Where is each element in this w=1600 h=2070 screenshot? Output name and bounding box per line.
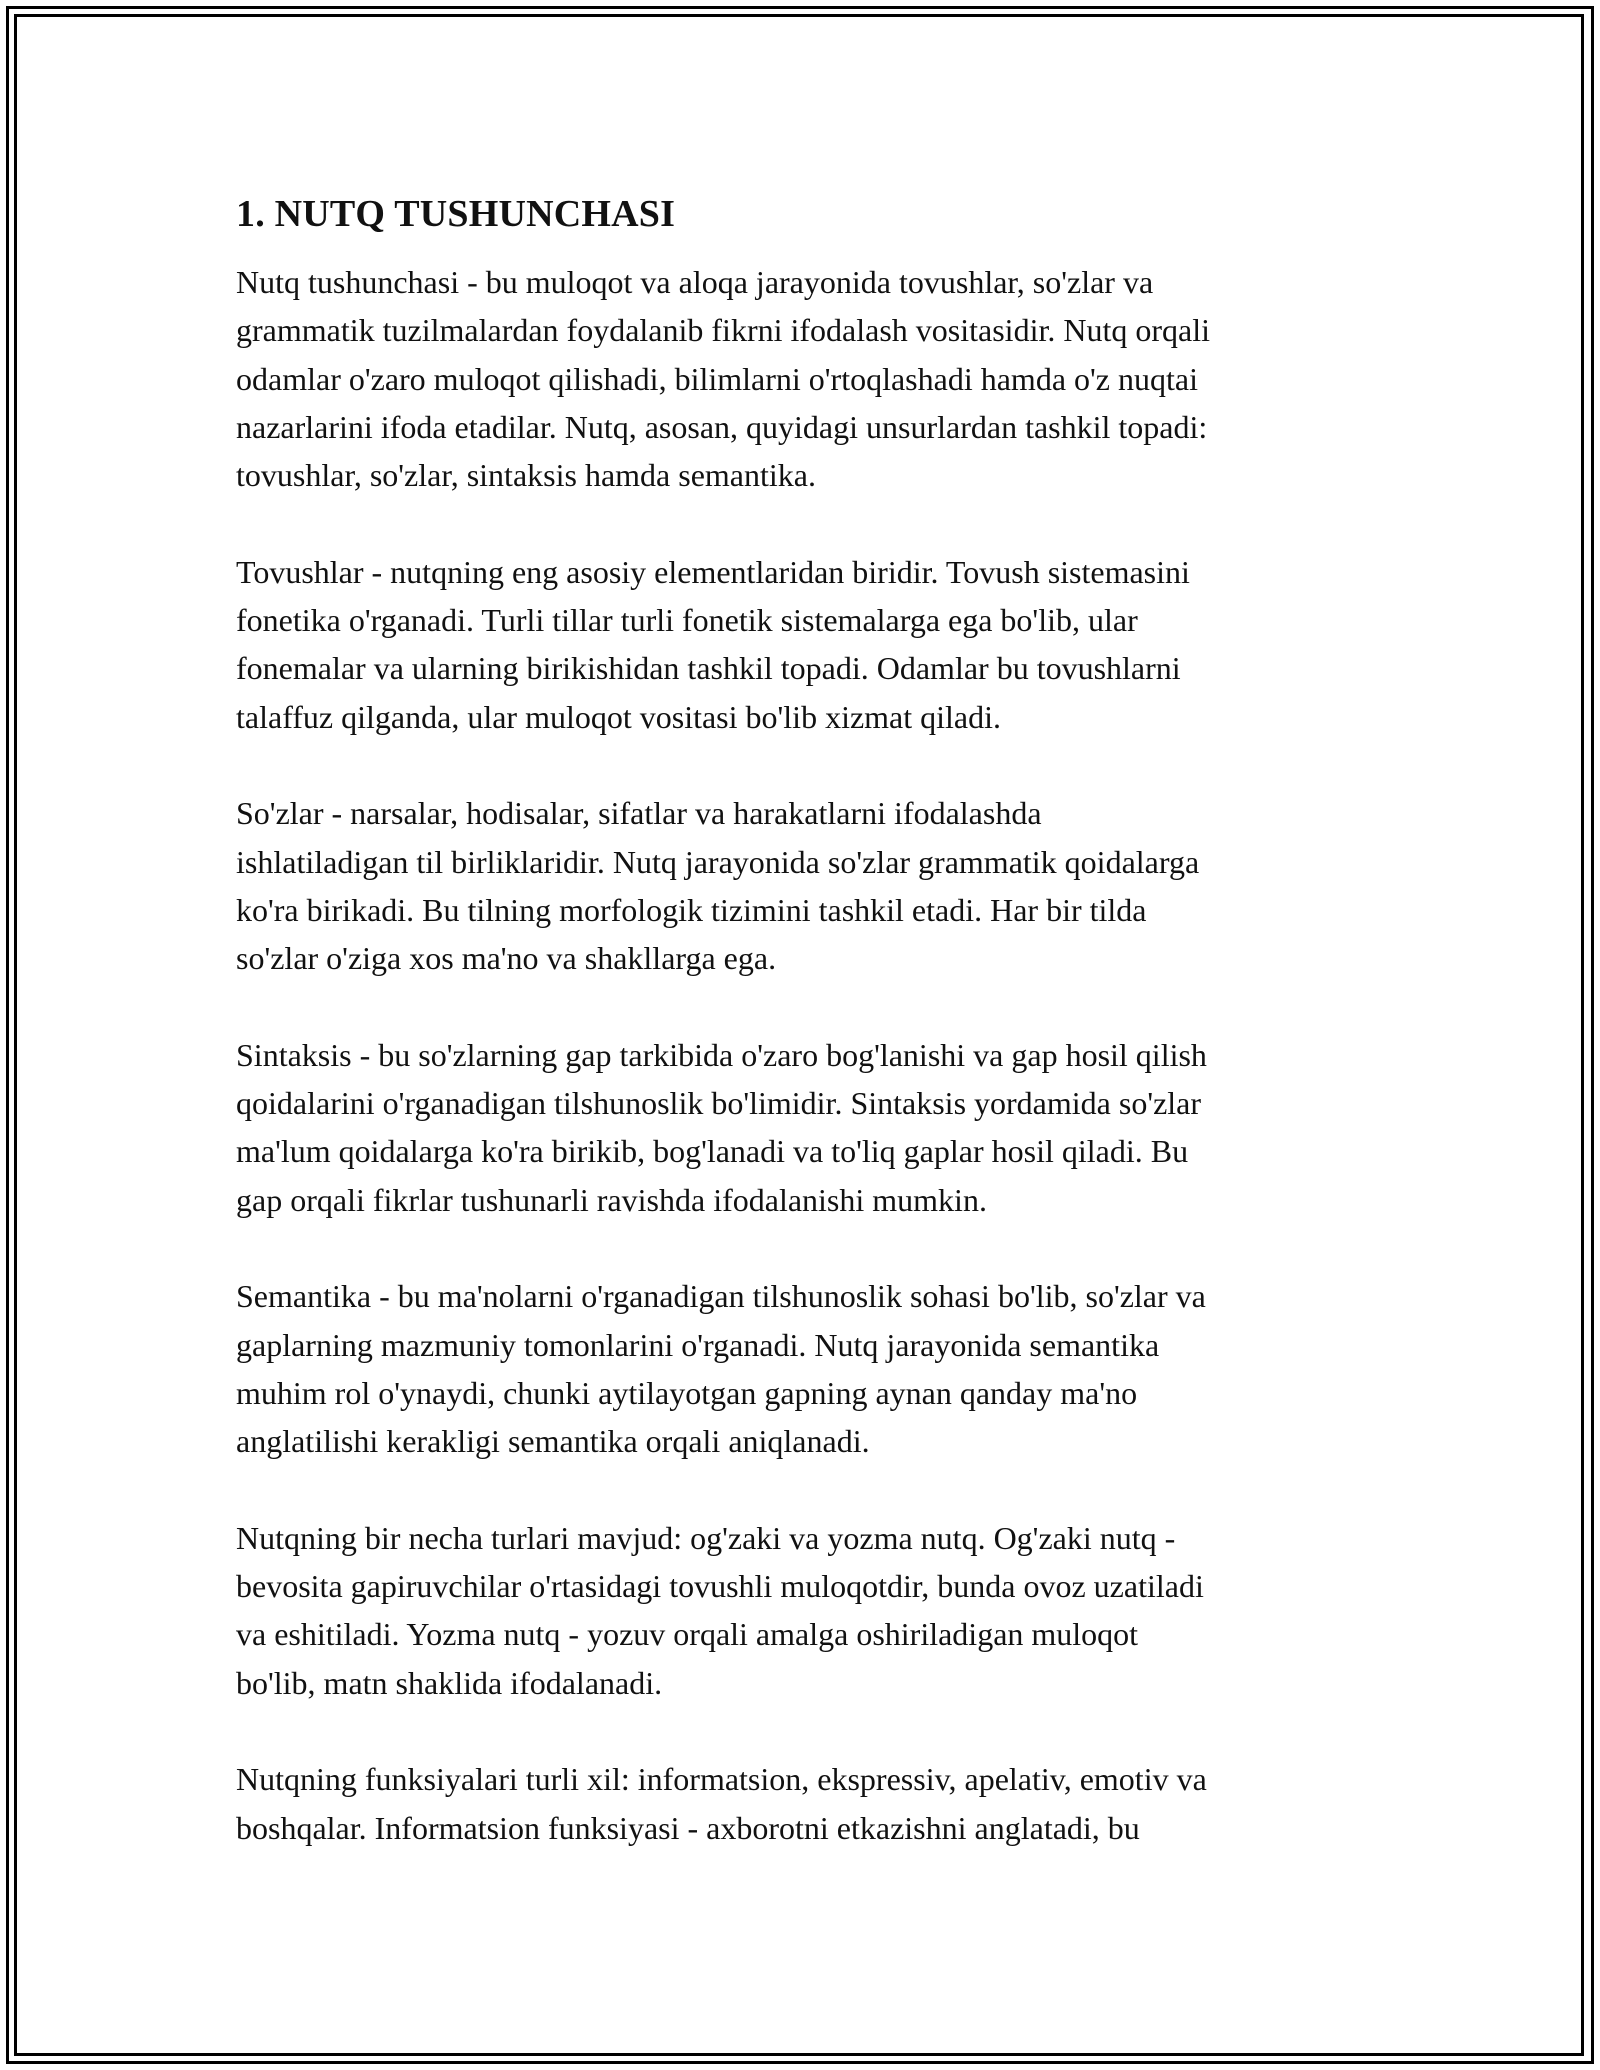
paragraph-tovushlar xyxy=(236,548,1396,741)
section-heading: 1. NUTQ TUSHUNCHASI xyxy=(236,193,676,235)
text-line: ma'lum qoidalarga ko'ra birikib, bog'lanadi va to'liq gaplar hosil qiladi. Bu xyxy=(236,1133,1189,1170)
text-line: va eshitiladi. Yozma nutq - yozuv orqali amalga oshiriladigan muloqot xyxy=(236,1616,1139,1653)
text-line: Tovushlar - nutqning eng asosiy elementlaridan biridir. Tovush sistemasini xyxy=(236,553,1190,590)
text-line: bo'lib, matn shaklida ifodalanadi. xyxy=(236,1664,663,1701)
paragraph-nutq-tushunchasi xyxy=(236,258,1396,499)
text-line: Semantika - bu ma'nolarni o'rganadigan tilshunoslik sohasi bo'lib, so'zlar va xyxy=(236,1278,1206,1315)
text-line: Nutqning funksiyalari turli xil: informatsion, ekspressiv, apelativ, emotiv va xyxy=(236,1761,1207,1798)
document-body xyxy=(236,186,1396,1900)
text-line: Nutq tushunchasi - bu muloqot va aloqa jarayonida tovushlar, so'zlar va xyxy=(236,264,1154,300)
text-line: nazarlarini ifoda etadilar. Nutq, asosan, quyidagi unsurlardan tashkil topadi: xyxy=(236,408,1208,445)
text-line: gaplarning mazmuniy tomonlarini o'rganadi. Nutq jarayonida semantika xyxy=(236,1326,1160,1363)
text-line: fonemalar va ularning birikishidan tashkil topadi. Odamlar bu tovushlarni xyxy=(236,650,1181,687)
text-line: muhim rol o'ynaydi, chunki aytilayotgan gapning aynan qanday ma'no xyxy=(236,1374,1138,1411)
text-line: bevosita gapiruvchilar o'rtasidagi tovushli muloqotdir, bunda ovoz uzatiladi xyxy=(236,1568,1204,1605)
text-line: Sintaksis - bu so'zlarning gap tarkibida o'zaro bog'lanishi va gap hosil qilish xyxy=(236,1036,1207,1073)
text-line: Nutqning bir necha turlari mavjud: og'zaki va yozma nutq. Og'zaki nutq - xyxy=(236,1519,1176,1556)
text-line: ishlatiladigan til birliklaridir. Nutq jarayonida so'zlar grammatik qoidalarga xyxy=(236,843,1200,880)
text-line: So'zlar - narsalar, hodisalar, sifatlar va harakatlarni ifodalashda xyxy=(236,795,1042,832)
paragraph-nutq-turlari xyxy=(236,1514,1396,1707)
text-line: talaffuz qilganda, ular muloqot vositasi bo'lib xizmat qiladi. xyxy=(236,698,1002,735)
paragraph-sintaksis xyxy=(236,1031,1396,1224)
text-line: grammatik tuzilmalardan foydalanib fikrni ifodalash vositasidir. Nutq orqali xyxy=(236,312,1210,349)
paragraph-semantika xyxy=(236,1272,1396,1465)
text-line: boshqalar. Informatsion funksiyasi - axborotni etkazishni anglatadi, bu xyxy=(236,1809,1140,1846)
text-line: so'zlar o'ziga xos ma'no va shakllarga ega. xyxy=(236,940,777,977)
text-line: anglatilishi kerakligi semantika orqali aniqlanadi. xyxy=(236,1423,870,1460)
text-line: tovushlar, so'zlar, sintaksis hamda semantika. xyxy=(236,457,816,494)
paragraph-nutq-funksiyalari xyxy=(236,1755,1396,1852)
paragraph-sozlar xyxy=(236,789,1396,982)
text-line: ko'ra birikadi. Bu tilning morfologik tizimini tashkil etadi. Har bir tilda xyxy=(236,891,1147,928)
text-line: gap orqali fikrlar tushunarli ravishda ifodalanishi mumkin. xyxy=(236,1181,987,1218)
text-line: fonetika o'rganadi. Turli tillar turli fonetik sistemalarga ega bo'lib, ular xyxy=(236,602,1138,639)
text-line: odamlar o'zaro muloqot qilishadi, bilimlarni o'rtoqlashadi hamda o'z nuqtai xyxy=(236,360,1198,397)
text-line: qoidalarini o'rganadigan tilshunoslik bo'limidir. Sintaksis yordamida so'zlar xyxy=(236,1085,1202,1122)
